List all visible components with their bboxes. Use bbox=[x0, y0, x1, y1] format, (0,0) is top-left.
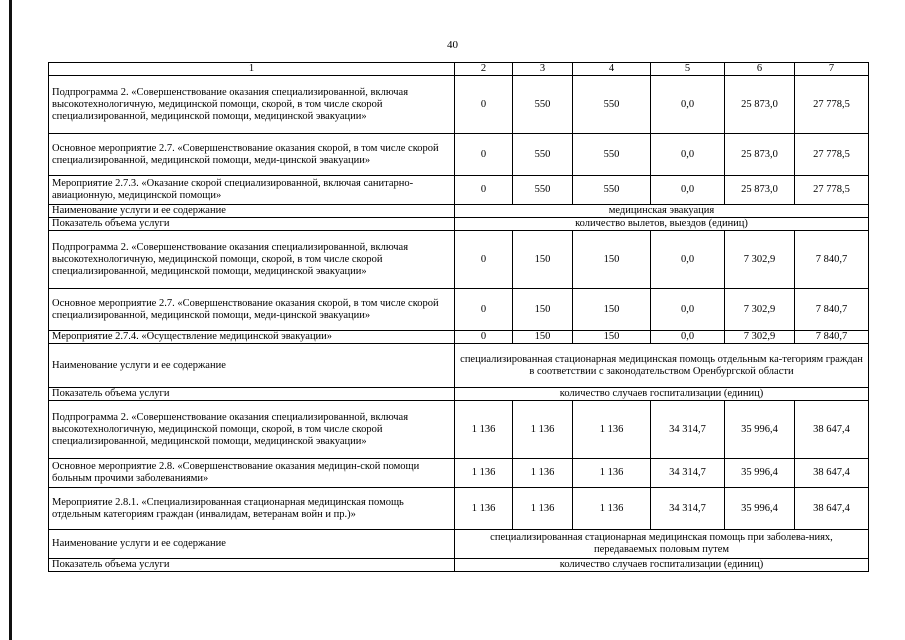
table-row bbox=[49, 134, 869, 176]
service-label-cell: Наименование услуги и ее содержание bbox=[49, 530, 455, 559]
value-cell: 0 bbox=[455, 289, 513, 331]
service-row bbox=[49, 218, 869, 231]
service-row bbox=[49, 205, 869, 218]
service-label-cell: Показатель объема услуги bbox=[49, 388, 455, 401]
value-cell: 0 bbox=[455, 231, 513, 289]
value-cell: 38 647,4 bbox=[795, 401, 869, 459]
value-cell: 7 302,9 bbox=[725, 289, 795, 331]
table-row bbox=[49, 331, 869, 344]
row-name-cell: Основное мероприятие 2.7. «Совершенствование оказания скорой, в том числе скорой специализированной, медицинской помощи, меди-цинской эвакуации» bbox=[49, 289, 455, 331]
table-row bbox=[49, 488, 869, 530]
table-row bbox=[49, 289, 869, 331]
value-cell: 25 873,0 bbox=[725, 76, 795, 134]
value-cell: 0 bbox=[455, 331, 513, 344]
value-cell: 38 647,4 bbox=[795, 459, 869, 488]
value-cell: 0 bbox=[455, 76, 513, 134]
value-cell: 34 314,7 bbox=[651, 459, 725, 488]
value-cell: 0,0 bbox=[651, 76, 725, 134]
table-row bbox=[49, 176, 869, 205]
value-cell: 150 bbox=[513, 289, 573, 331]
header-cell: 3 bbox=[513, 63, 573, 76]
table-row bbox=[49, 459, 869, 488]
value-cell: 0,0 bbox=[651, 231, 725, 289]
value-cell: 34 314,7 bbox=[651, 488, 725, 530]
row-name-cell: Подпрограмма 2. «Совершенствование оказания специализированной, включая высокотехнологичную, медицинской помощи, скорой, в том числе скорой специализированной, медицинской помощи, медицинской эвакуации» bbox=[49, 231, 455, 289]
value-cell: 150 bbox=[513, 331, 573, 344]
value-cell: 7 302,9 bbox=[725, 331, 795, 344]
value-cell: 27 778,5 bbox=[795, 134, 869, 176]
value-cell: 150 bbox=[573, 231, 651, 289]
service-row bbox=[49, 344, 869, 388]
header-cell: 1 bbox=[49, 63, 455, 76]
service-label-cell: Наименование услуги и ее содержание bbox=[49, 344, 455, 388]
row-name-cell: Мероприятие 2.7.3. «Оказание скорой специализированной, включая санитарно-авиационную, медицинской помощи» bbox=[49, 176, 455, 205]
value-cell: 1 136 bbox=[513, 488, 573, 530]
value-cell: 35 996,4 bbox=[725, 488, 795, 530]
value-cell: 150 bbox=[513, 231, 573, 289]
value-cell: 1 136 bbox=[513, 401, 573, 459]
row-name-cell: Подпрограмма 2. «Совершенствование оказания специализированной, включая высокотехнологичную, медицинской помощи, скорой, в том числе скорой специализированной, медицинской помощи, медицинской эвакуации» bbox=[49, 401, 455, 459]
value-cell: 27 778,5 bbox=[795, 176, 869, 205]
service-row bbox=[49, 530, 869, 559]
value-cell: 35 996,4 bbox=[725, 401, 795, 459]
value-cell: 550 bbox=[573, 134, 651, 176]
header-cell: 4 bbox=[573, 63, 651, 76]
service-value-cell: медицинская эвакуация bbox=[455, 205, 869, 218]
row-name-cell: Подпрограмма 2. «Совершенствование оказания специализированной, включая высокотехнологичную, медицинской помощи, скорой, в том числе скорой специализированной, медицинской помощи, медицинской эвакуации» bbox=[49, 76, 455, 134]
value-cell: 7 840,7 bbox=[795, 231, 869, 289]
value-cell: 35 996,4 bbox=[725, 459, 795, 488]
value-cell: 1 136 bbox=[455, 401, 513, 459]
service-label-cell: Наименование услуги и ее содержание bbox=[49, 205, 455, 218]
value-cell: 25 873,0 bbox=[725, 134, 795, 176]
header-row bbox=[49, 63, 869, 76]
value-cell: 550 bbox=[573, 76, 651, 134]
value-cell: 0,0 bbox=[651, 134, 725, 176]
value-cell: 27 778,5 bbox=[795, 76, 869, 134]
row-name-cell: Основное мероприятие 2.8. «Совершенствование оказания медицин-ской помощи больным прочими заболеваниями» bbox=[49, 459, 455, 488]
value-cell: 34 314,7 bbox=[651, 401, 725, 459]
value-cell: 150 bbox=[573, 331, 651, 344]
value-cell: 1 136 bbox=[513, 459, 573, 488]
value-cell: 1 136 bbox=[573, 401, 651, 459]
value-cell: 7 840,7 bbox=[795, 331, 869, 344]
page-number: 40 bbox=[447, 39, 458, 51]
service-label-cell: Показатель объема услуги bbox=[49, 559, 455, 572]
value-cell: 25 873,0 bbox=[725, 176, 795, 205]
service-value-cell: количество вылетов, выездов (единиц) bbox=[455, 218, 869, 231]
budget-table bbox=[48, 62, 869, 572]
row-name-cell: Мероприятие 2.8.1. «Специализированная стационарная медицинская помощь отдельным категориям граждан (инвалидам, ветеранам войн и пр.)» bbox=[49, 488, 455, 530]
value-cell: 0 bbox=[455, 176, 513, 205]
value-cell: 0,0 bbox=[651, 176, 725, 205]
page-edge-bar bbox=[9, 0, 12, 640]
header-cell: 2 bbox=[455, 63, 513, 76]
table-row bbox=[49, 401, 869, 459]
service-value-cell: специализированная стационарная медицинская помощь отдельным ка-тегориям граждан в соответствии с законодательством Оренбургской области bbox=[455, 344, 869, 388]
value-cell: 150 bbox=[573, 289, 651, 331]
service-label-cell: Показатель объема услуги bbox=[49, 218, 455, 231]
header-cell: 5 bbox=[651, 63, 725, 76]
table-body bbox=[49, 76, 869, 572]
service-value-cell: специализированная стационарная медицинская помощь при заболева-ниях, передаваемых половым путем bbox=[455, 530, 869, 559]
service-value-cell: количество случаев госпитализации (единиц) bbox=[455, 388, 869, 401]
table-row bbox=[49, 76, 869, 134]
table-row bbox=[49, 231, 869, 289]
service-row bbox=[49, 559, 869, 572]
row-name-cell: Мероприятие 2.7.4. «Осуществление медицинской эвакуации» bbox=[49, 331, 455, 344]
value-cell: 1 136 bbox=[455, 488, 513, 530]
value-cell: 1 136 bbox=[573, 488, 651, 530]
header-cell: 6 bbox=[725, 63, 795, 76]
service-value-cell: количество случаев госпитализации (единиц) bbox=[455, 559, 869, 572]
value-cell: 1 136 bbox=[455, 459, 513, 488]
value-cell: 550 bbox=[513, 76, 573, 134]
service-row bbox=[49, 388, 869, 401]
row-name-cell: Основное мероприятие 2.7. «Совершенствование оказания скорой, в том числе скорой специализированной, медицинской помощи, меди-цинской эвакуации» bbox=[49, 134, 455, 176]
value-cell: 0,0 bbox=[651, 289, 725, 331]
value-cell: 1 136 bbox=[573, 459, 651, 488]
value-cell: 7 302,9 bbox=[725, 231, 795, 289]
value-cell: 550 bbox=[513, 176, 573, 205]
value-cell: 7 840,7 bbox=[795, 289, 869, 331]
value-cell: 0,0 bbox=[651, 331, 725, 344]
value-cell: 0 bbox=[455, 134, 513, 176]
value-cell: 550 bbox=[513, 134, 573, 176]
value-cell: 550 bbox=[573, 176, 651, 205]
value-cell: 38 647,4 bbox=[795, 488, 869, 530]
header-cell: 7 bbox=[795, 63, 869, 76]
